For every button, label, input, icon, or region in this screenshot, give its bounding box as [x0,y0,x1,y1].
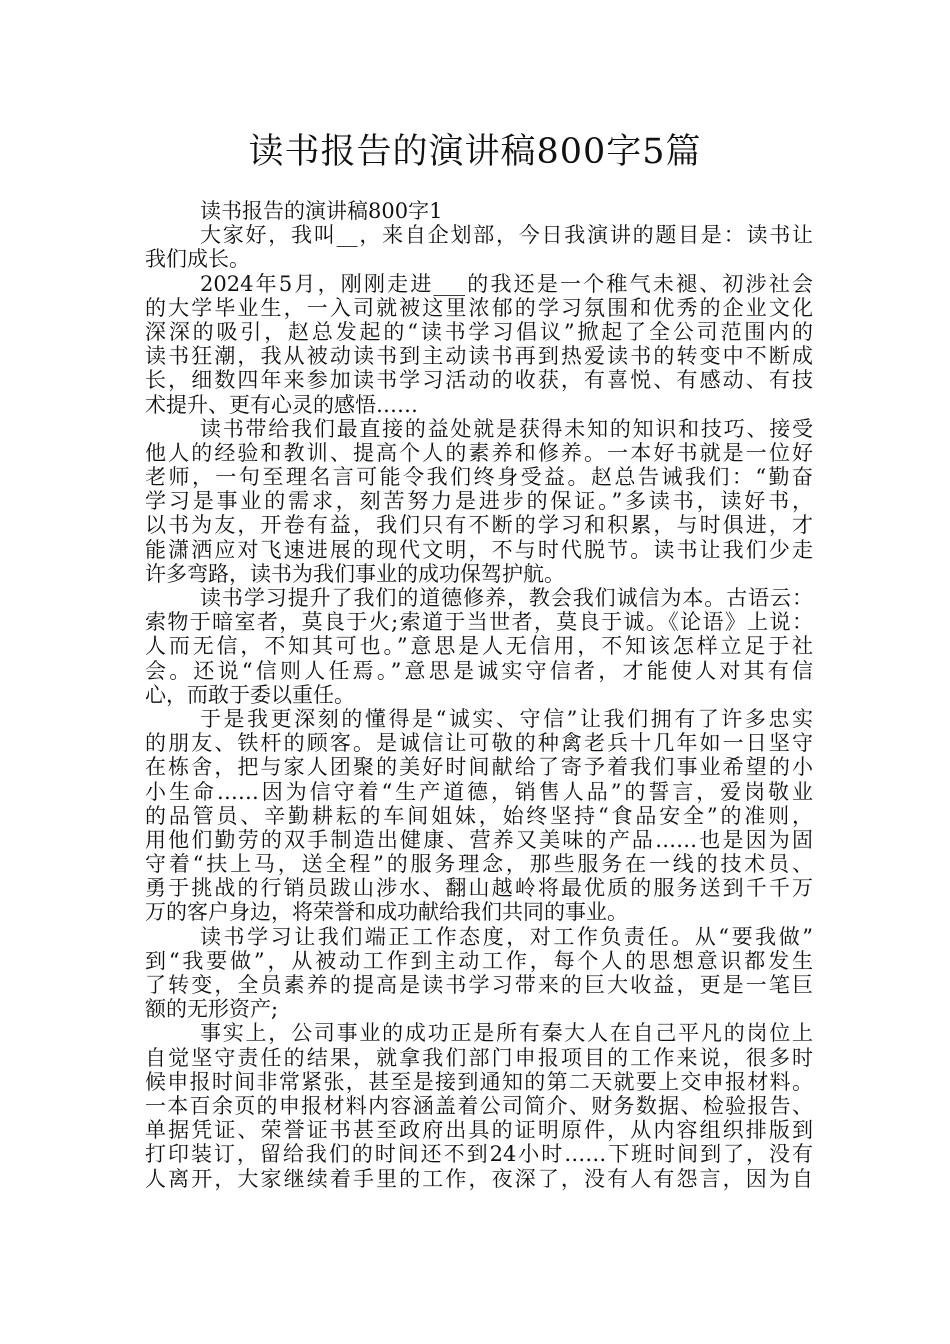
text-line: 了转变，全员素养的提高是读书学习带来的巨大收益，更是一笔巨 [145,973,813,997]
text-line: 在栋舍，把与家人团聚的美好时间献给了寄予着我们事业希望的小 [145,755,813,780]
text-line: 索物于暗室者，莫良于火;索道于当世者，莫良于诚。《论语》上说： [145,610,813,635]
text-line: 于是我更深刻的懂得是“诚实、守信”让我们拥有了许多忠实 [200,706,813,731]
document-title: 读书报告的演讲稿800字5篇 [248,132,702,172]
text-line: 的大学毕业生，一入司就被这里浓郁的学习氛围和优秀的企业文化 [145,295,813,320]
text-line: 他人的经验和教训、提高个人的素养和修养。一本好书就是一位好 [145,440,813,465]
text-line: 读书狂潮，我从被动读书到主动读书再到热爱读书的转变中不断成 [145,344,813,369]
text-line: 人离开，大家继续着手里的工作，夜深了，没有人有怨言，因为自 [145,1166,813,1191]
text-line: 能潇洒应对飞速进展的现代文明，不与时代脱节。读书让我们少走 [145,537,813,562]
text-line: 的朋友、铁杆的顾客。是诚信让可敬的种禽老兵十几年如一日坚守 [145,731,813,756]
text-line: 深深的吸引，赵总发起的“读书学习倡议”掀起了全公司范围内的 [145,319,813,344]
text-line: 小生命……因为信守着“生产道德，销售人品”的誓言，爱岗敬业 [145,779,813,804]
text-line: 额的无形资产; [145,997,279,1022]
text-line: 打印装订，留给我们的时间还不到24小时……下班时间到了，没有 [145,1142,813,1167]
text-line: 2024年5月，刚刚走进___的我还是一个稚气未褪、初涉社会 [200,271,813,296]
text-line: 老师，一句至理名言可能令我们终身受益。赵总告诫我们：“勤奋 [145,465,813,490]
text-line: 以书为友，开卷有益，我们只有不断的学习和积累，与时俱进，才 [145,513,813,538]
text-line: 读书学习提升了我们的道德修养，教会我们诚信为本。古语云： [200,586,813,610]
text-line: 万的客户身边，将荣誉和成功献给我们共同的事业。 [145,900,628,925]
text-line: 守着“扶上马，送全程”的服务理念，那些服务在一线的技术员、 [145,852,813,877]
document-body [145,199,813,1191]
text-line: 会。还说“信则人任焉。”意思是诚实守信者，才能使人对其有信 [145,658,813,683]
text-line: 用他们勤劳的双手制造出健康、营养又美味的产品……也是因为固 [145,827,813,852]
text-line: 候申报时间非常紧张，甚至是接到通知的第二天就要上交申报材料。 [145,1069,813,1094]
text-line: 大家好，我叫__，来自企划部，今日我演讲的题目是：读书让 [200,223,813,248]
text-line: 勇于挑战的行销员跋山涉水、翻山越岭将最优质的服务送到千千万 [145,876,813,901]
text-line: 的品管员、辛勤耕耘的车间姐妹，始终坚持“食品安全”的准则， [145,803,813,828]
text-line: 长，细数四年来参加读书学习活动的收获，有喜悦、有感动、有技 [145,368,813,393]
text-line: 读书报告的演讲稿800字1 [200,199,443,223]
text-line: 心，而敢于委以重任。 [145,682,355,707]
text-line: 我们成长。 [145,247,250,272]
text-line: 人而无信，不知其可也。”意思是人无信用，不知该怎样立足于社 [145,634,813,659]
text-line: 单据凭证、荣誉证书甚至政府出具的证明原件，从内容组织排版到 [145,1118,813,1143]
text-line: 读书带给我们最直接的益处就是获得未知的知识和技巧、接受 [200,416,813,441]
text-line: 读书学习让我们端正工作态度，对工作负责任。从“要我做” [200,924,813,949]
text-line: 许多弯路，读书为我们事业的成功保驾护航。 [145,561,565,586]
text-line: 到“我要做”，从被动工作到主动工作，每个人的思想意识都发生 [145,948,813,973]
text-line: 学习是事业的需求，刻苦努力是进步的保证。”多读书，读好书， [145,489,813,514]
text-line: 自觉坚守责任的结果，就拿我们部门申报项目的工作来说，很多时 [145,1045,813,1070]
text-line: 术提升、更有心灵的感悟…… [145,392,418,417]
text-line: 一本百余页的申报材料内容涵盖着公司简介、财务数据、检验报告、 [145,1093,813,1118]
text-line: 事实上，公司事业的成功正是所有秦大人在自己平凡的岗位上 [200,1021,813,1046]
